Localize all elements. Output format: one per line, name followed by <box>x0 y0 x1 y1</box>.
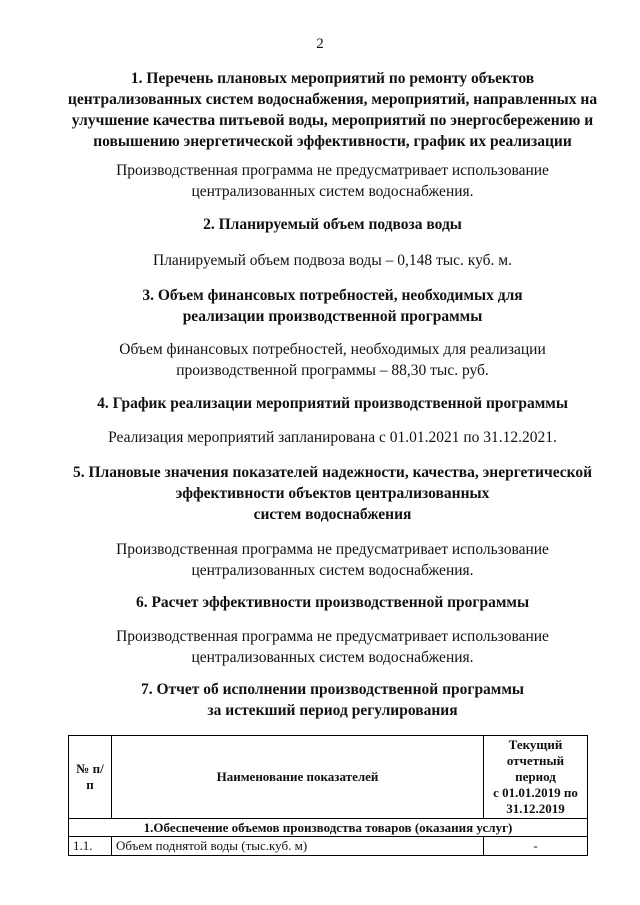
column-header-name: Наименование показателей <box>112 736 484 819</box>
section-6-heading <box>60 592 605 613</box>
column-header-number: № п/п <box>69 736 112 819</box>
heading-line: 5. Плановые значения показателей надежности, качества, энергетической <box>72 464 593 481</box>
table-section-row <box>69 819 588 837</box>
section-2-heading <box>60 214 605 235</box>
section-2-text <box>60 250 605 271</box>
header-line: с 01.01.2019 по <box>493 785 578 800</box>
section-1-text <box>60 160 605 202</box>
row-number: 1.1. <box>69 837 112 856</box>
section-4-heading <box>60 393 605 414</box>
text-line: производственной программы – 88,30 тыс. руб. <box>176 362 489 379</box>
section-row-title: 1.Обеспечение объемов производства товаров (оказания услуг) <box>69 819 588 837</box>
heading-line: 2. Планируемый объем подвоза воды <box>203 216 462 233</box>
text-line: централизованных систем водоснабжения. <box>191 183 474 200</box>
column-header-period <box>484 736 588 819</box>
table-row <box>69 837 588 856</box>
section-3-heading <box>60 285 605 327</box>
section-3-text <box>60 339 605 381</box>
row-name: Объем поднятой воды (тыс.куб. м) <box>112 837 484 856</box>
heading-line: эффективности объектов централизованных <box>175 485 490 502</box>
heading-line: повышению энергетической эффективности, график их реализации <box>93 133 572 150</box>
text-line: централизованных систем водоснабжения. <box>191 649 474 666</box>
table-header-row <box>69 736 588 819</box>
page-number: 2 <box>316 36 324 52</box>
text-line: Производственная программа не предусматривает использование <box>116 162 549 179</box>
section-4-text <box>60 427 605 448</box>
section-7-heading <box>60 679 605 721</box>
heading-line: 7. Отчет об исполнении производственной программы <box>140 681 525 698</box>
text-line: централизованных систем водоснабжения. <box>191 562 474 579</box>
heading-line: централизованных систем водоснабжения, мероприятий, направленных на <box>67 91 598 108</box>
header-line: отчетный период <box>506 753 565 784</box>
text-line: Объем финансовых потребностей, необходимых для реализации <box>119 341 546 358</box>
text-line: Планируемый объем подвоза воды – 0,148 тыс. куб. м. <box>153 252 512 269</box>
heading-line: реализации производственной программы <box>182 308 483 325</box>
heading-line: 3. Объем финансовых потребностей, необходимых для <box>142 287 523 304</box>
section-6-text <box>60 626 605 668</box>
section-5-heading <box>60 462 605 525</box>
heading-line: за истекший период регулирования <box>207 702 458 719</box>
section-1-heading <box>60 68 605 152</box>
header-line: Текущий <box>508 737 563 752</box>
heading-line: систем водоснабжения <box>253 506 412 523</box>
row-value: - <box>484 837 588 856</box>
text-line: Реализация мероприятий запланирована с 01.01.2021 по 31.12.2021. <box>108 429 557 446</box>
heading-line: 6. Расчет эффективности производственной программы <box>135 594 530 611</box>
text-line: Производственная программа не предусматривает использование <box>116 541 549 558</box>
heading-line: 1. Перечень плановых мероприятий по ремонту объектов <box>130 70 535 87</box>
heading-line: 4. График реализации мероприятий производственной программы <box>97 395 568 412</box>
header-line: 31.12.2019 <box>506 801 565 816</box>
heading-line: улучшение качества питьевой воды, мероприятий по энергосбережению и <box>71 112 594 129</box>
section-5-text <box>60 539 605 581</box>
text-line: Производственная программа не предусматривает использование <box>116 628 549 645</box>
report-table <box>68 735 588 856</box>
